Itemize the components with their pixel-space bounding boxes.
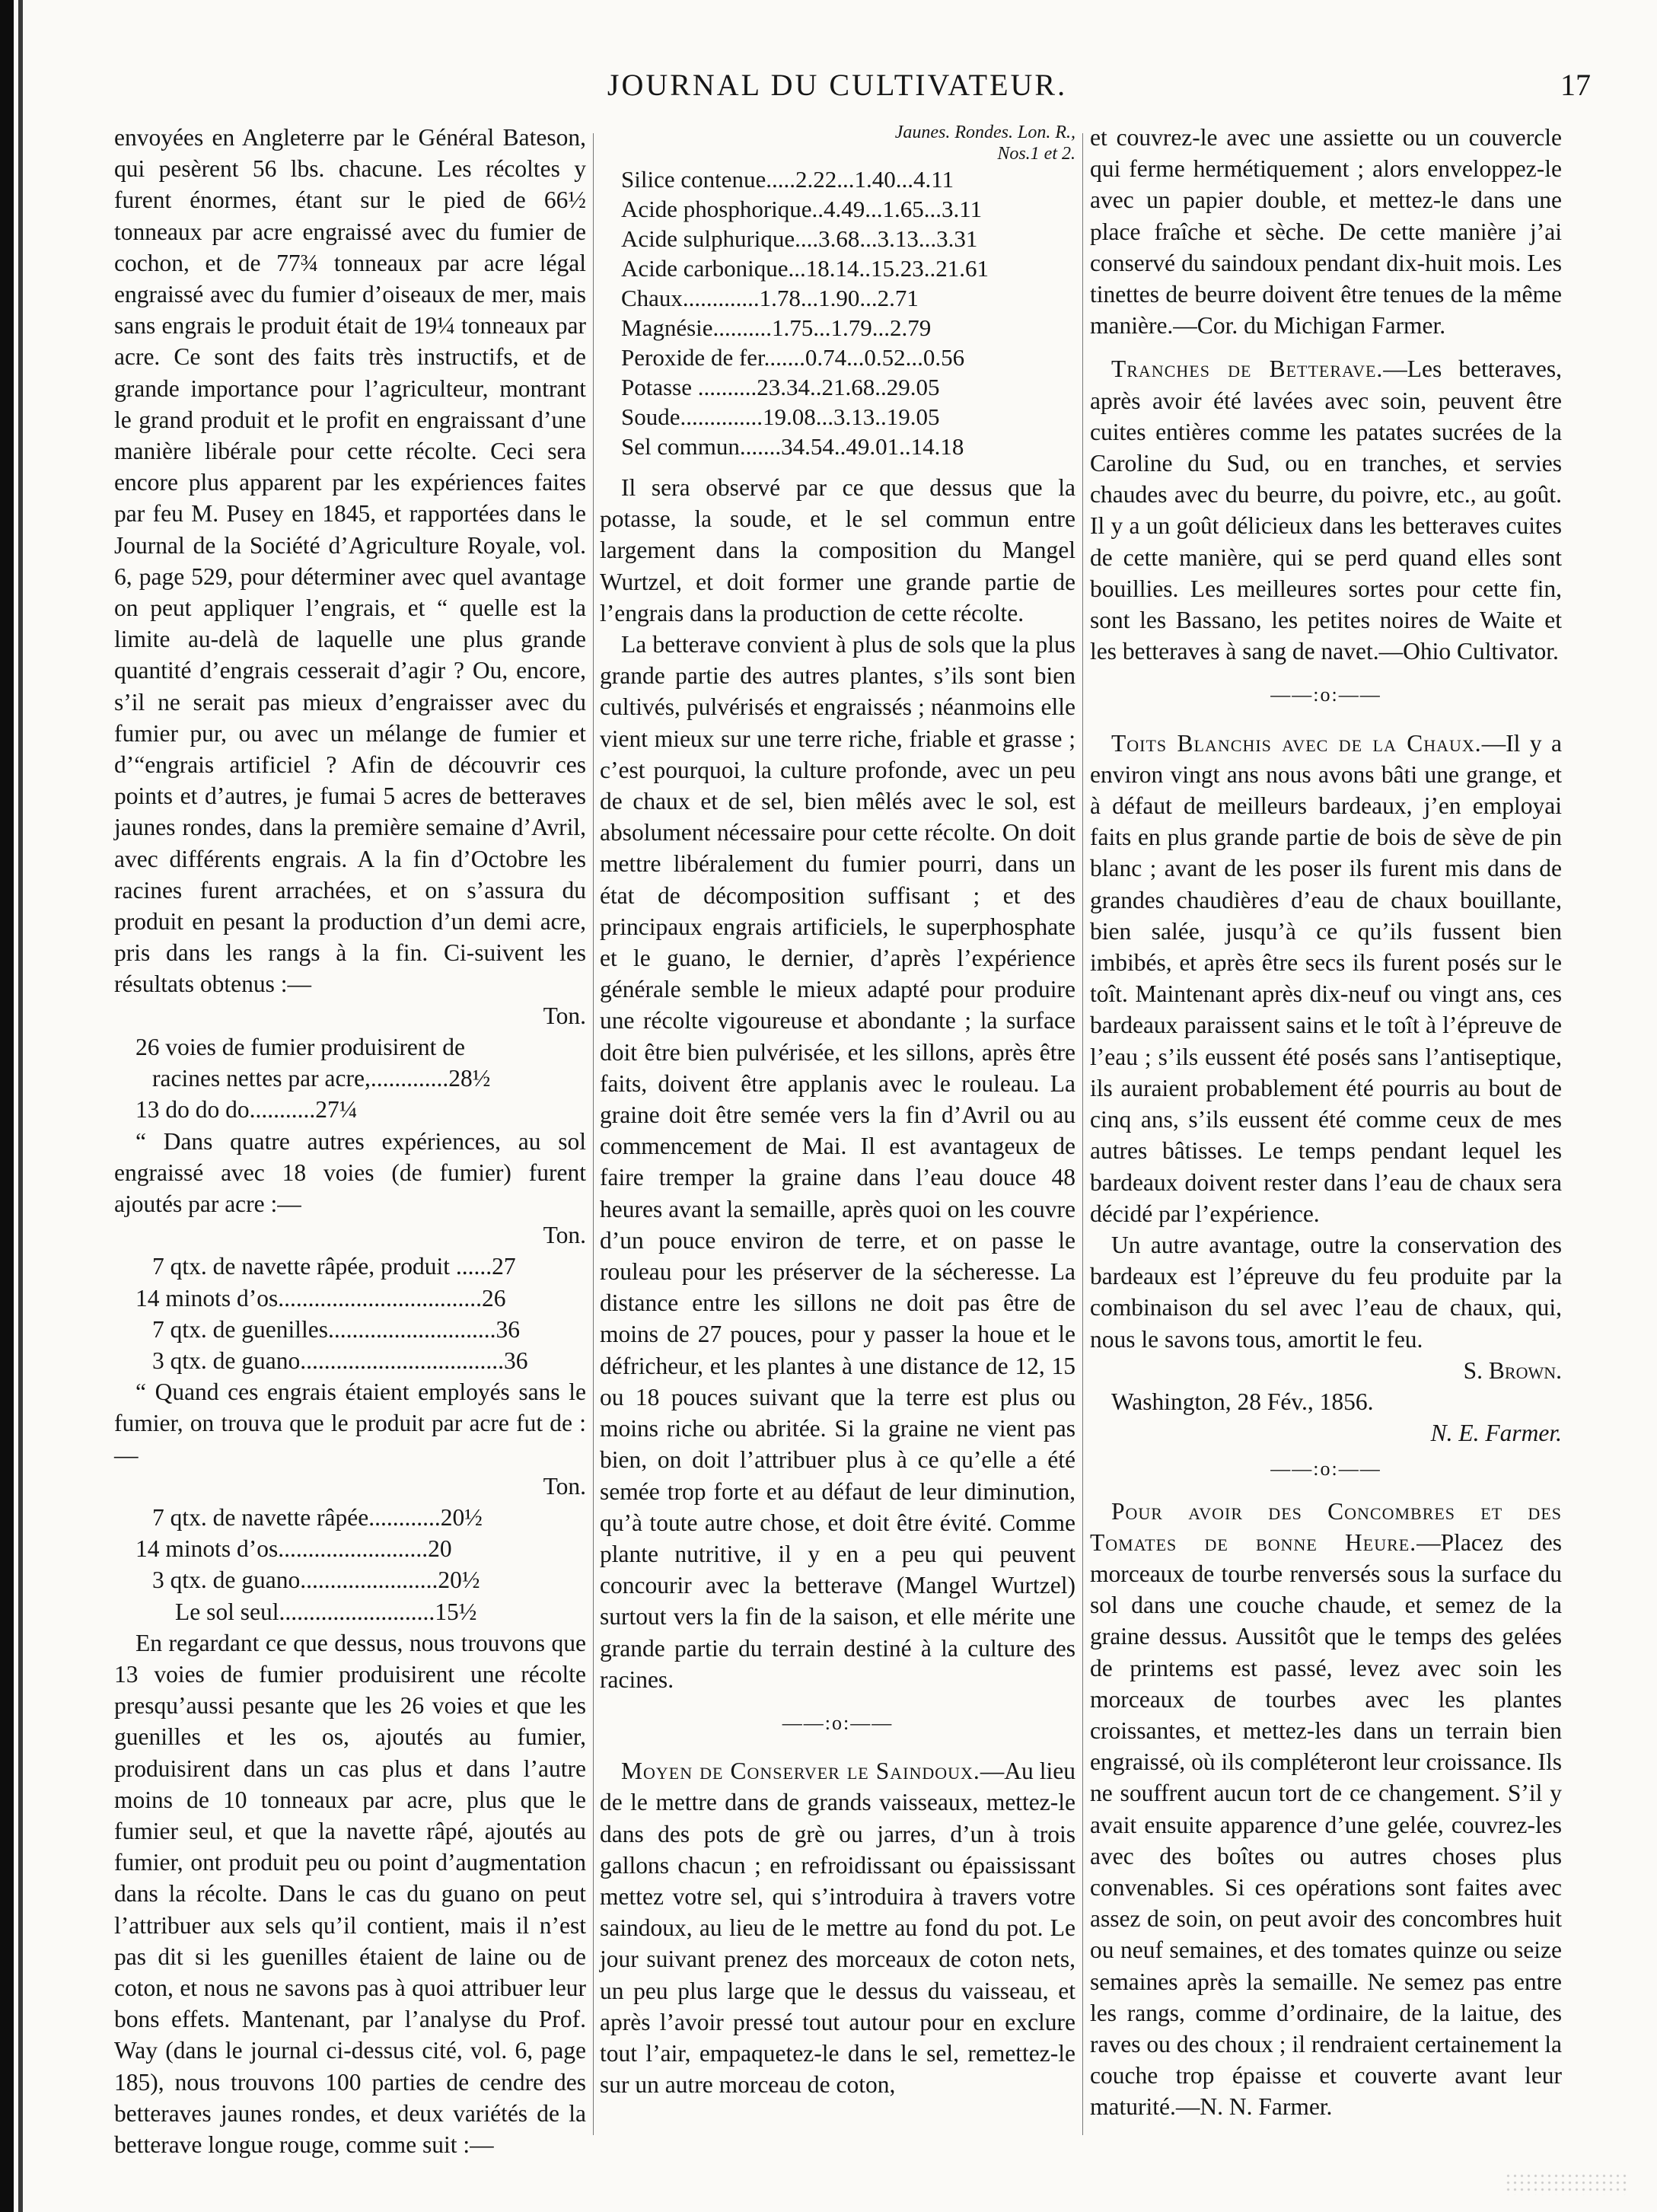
column-1 [114, 122, 586, 2160]
col2-paragraph-1: Il sera observé par ce que dessus que la potasse, la soude, et le sel commun entre largement dans la composition du Mangel Wurtzel, et doit former une grande partie de l’engrais dans la production de cette récolte. [600, 474, 1075, 626]
journal-title: JOURNAL DU CULTIVATEUR. [607, 68, 1068, 102]
column-3 [1090, 122, 1562, 2123]
dateline: Washington, 28 Fév., 1856. [1111, 1388, 1374, 1415]
col1-paragraph-3: “ Quand ces engrais étaient employés sans le fumier, on trouva que le produit par acre fut de :— [114, 1379, 586, 1468]
ton-label-3: Ton. [543, 1472, 586, 1500]
list1-item: 3 qtx. de guano..................................36 [152, 1347, 528, 1374]
table-row: Silice contenue.....2.22...1.40...4.11 [621, 166, 954, 193]
running-header [84, 67, 1591, 113]
col3-article-betterave [1090, 353, 1562, 667]
table-row: Acide sulphurique....3.68...3.13...3.31 [621, 225, 978, 252]
article-heading-toits: Toits Blanchis avec de la Chaux. [1111, 729, 1482, 757]
paper-speckle [1505, 2172, 1627, 2195]
col3-paragraph-avantage: Un autre avantage, outre la conservation des bardeaux est l’épreuve du feu produite par la combinaison du sel avec l’eau de chaux, qui, nous le savons tous, amortit le feu. [1090, 1231, 1562, 1353]
result-line-1a: 26 voies de fumier produisirent de [135, 1033, 466, 1060]
table-row: Magnésie..........1.75...1.79...2.79 [621, 314, 932, 341]
ton-label-1: Ton. [543, 1002, 586, 1029]
table-header-sub: Nos.1 et 2. [997, 144, 1075, 164]
source-credit: N. E. Farmer. [1430, 1420, 1562, 1447]
list2-item: 14 minots d’os.........................20 [135, 1535, 452, 1563]
table-row: Acide carbonique...18.14..15.23..21.61 [621, 255, 989, 282]
page-binding-edge [0, 0, 14, 2212]
column-divider [593, 133, 594, 2135]
table-row: Sel commun.......34.54..49.01..14.18 [621, 433, 964, 460]
col3-article-toits [1090, 728, 1562, 1229]
table-row: Potasse ..........23.34..21.68..29.05 [621, 374, 940, 400]
col2-article-paragraph [600, 1755, 1075, 2100]
article-text-betterave: —Les betteraves, après avoir été lavées avec soin, peuvent être cuites entières comme les patates sucrées de la Caroline du Sud, ou en tranches, et servies chaudes avec du beurre, du poivre, etc., au goût. Il y a un goût délicieux dans les betteraves cuites de cette manière, qui se perd quand elles sont bouillies. Les meilleures sortes pour cette fin, sont les Bassano, les petites noires de Waite et les betteraves à sang de navet.—Ohio Cultivator. [1090, 355, 1562, 665]
article-heading-saindoux: Moyen de Conserver le Saindoux. [621, 1758, 980, 1785]
table-row: Chaux.............1.78...1.90...2.71 [621, 285, 919, 311]
section-separator: ——:o:—— [782, 1711, 894, 1734]
result-line-2: 13 do do do...........27¼ [135, 1096, 358, 1124]
list1-item: 7 qtx. de guenilles............................36 [152, 1315, 520, 1343]
page-binding-shadow [18, 0, 23, 2212]
column-divider [1082, 133, 1083, 2135]
col3-article-concombres [1090, 1496, 1562, 2123]
column-2 [600, 122, 1075, 2100]
article-text-toits: —Il y a environ vingt ans nous avons bâti une grange, et à défaut de meilleurs bardeaux, j’en employai faits en plus grande partie de bois de sève de pin blanc ; avant de les poser ils furent mis dans de grandes chaudières d’eau de chaux bouillante, bien salée, jusqu’à ce qu’ils fussent bien imbibés, et après être secs ils furent posés sur le toît. Maintenant après dix-neuf ou vingt ans, ces bardeaux paraissent sains et le toît à l’épreuve de l’eau ; s’ils eussent été posés sans l’antiseptique, ils auraient probablement été pourris au bout de cinq ans, s’ils eussent été comme ceux de mes autres bâtisses. Le temps pendant lequel les bardeaux doivent rester dans l’eau de chaux sera décidé par l’expérience. [1090, 729, 1562, 1227]
signature: S. Brown. [1463, 1356, 1562, 1384]
section-separator: ——:o:—— [1270, 1458, 1381, 1481]
col1-paragraph-4: En regardant ce que dessus, nous trouvons que 13 voies de fumier produisirent une récolte presqu’aussi pesante que les 26 voies et que les guenilles et les os, ajoutés au fumier, produisirent dans un cas plus et dans l’autre moins de 10 tonneaux par acre, plus que le fumier seul, et que la navette râpé, ajoutés au fumier, ont produit peu ou point d’augmentation dans la récolte. Dans le cas du guano on peut l’attribuer aux sels qu’il contient, mais il n’est pas dit si les guenilles étaient de laine ou de coton, et nous ne savons pas à quoi attribuer leur bons effets. Mantenant, par l’analyse du Prof. Way (dans le journal ci-dessus cité, vol. 6, page 185), nous trouvons 100 parties de cendre des betteraves jaunes rondes, et deux variétés de la betterave longue rouge, comme suit :— [114, 1629, 586, 2158]
col1-paragraph-1: envoyées en Angleterre par le Général Bateson, qui pesèrent 56 lbs. chacune. Les récoltes y furent énormes, étant sur le pied de 66½ tonneaux par acre engraissé avec du fumier de cochon, et de 77¾ tonneaux par acre légal engraissé avec du fumier d’oiseaux de mer, mais sans engrais le produit était de 19¼ tonneaux par acre. Ce sont des faits très instructifs, et de grande importance pour l’agriculteur, montrant le grand produit et le profit en engraissant d’une manière libérale pour cette récolte. Ceci sera encore plus apparent par les expériences faites par feu M. Pusey en 1845, et rapportées dans le Journal de la Société d’Agriculture Royale, vol. 6, page 529, pour déterminer avec quel avantage on peut appliquer l’engrais, et “ quelle est la limite au-delà de laquelle une plus grande quantité d’engrais cesserait d’agir ? Ou, encore, s’il ne serait pas mieux d’engraisser avec du fumier pur, ou avec un mélange de fumier et d’“engrais artificiel ? Afin de découvrir ces points et d’autres, je fumai 5 acres de betteraves jaunes rondes, dans la première semaine d’Avril, avec différents engrais. A la fin d’Octobre les racines furent arrachées, et on s’assura du produit en pesant la production d’un demi acre, pris dans les rangs à la fin. Ci-suivent les résultats obtenus :— [114, 124, 586, 998]
list2-item: 3 qtx. de guano.......................20½ [152, 1567, 480, 1594]
result-line-1b: racines nettes par acre,.............28½ [152, 1065, 491, 1092]
article-heading-concombres: Pour avoir des Concombres et des Tomates de bonne Heure. [1090, 1497, 1562, 1556]
section-separator: ——:o:—— [1270, 684, 1381, 706]
article-text-saindoux: —Au lieu de le mettre dans de grands vaisseaux, mettez-le dans des pots de grè ou jarres, d’un à trois gallons chacun ; en refroidissant ou épaississant mettez votre sel, qui s’introduira à travers votre saindoux, au lieu de le mettre au fond du pot. Le jour suivant prenez des morceaux de coton nets, un peu plus large que le dessus du vaisseau, et après l’avoir pressé tout autour pour en exclure tout l’air, empaquetez-le dans le sel, remettez-le sur un autre morceau de coton, [600, 1758, 1076, 2099]
list2-item: 7 qtx. de navette râpée............20½ [152, 1503, 483, 1531]
ton-label-2: Ton. [543, 1222, 586, 1249]
table-row: Peroxide de fer.......0.74...0.52...0.56 [621, 344, 965, 371]
list1-item: 14 minots d’os..................................26 [135, 1284, 506, 1312]
col2-paragraph-2: La betterave convient à plus de sols que la plus grande partie des autres plantes, s’ils sont bien cultivés, pulvérisés et engraissés ; néanmoins elle vient mieux sur une terre riche, friable et grasse ; c’est pourquoi, la culture profonde, avec un peu de chaux et de sel, bien mêlés avec le sol, est absolument nécessaire pour cette récolte. On doit mettre libéralement du fumier pourri, dans un état de décomposition suffisant ; et des principaux engrais artificiels, le superphosphate et le guano, le dernier, d’après l’expérience générale semble le mieux adapté pour produire une récolte vigoureuse et abondante ; la surface doit être bien pulvérisée, et les sillons, après être faits, doivent être applanis avec le rouleau. La graine doit être semée vers la fin d’Avril ou au commencement de Mai. Il est avantageux de faire tremper la graine dans l’eau douce 48 heures avant la semaille, après quoi on les couvre d’un pouce environ de terre, et on passe le rouleau pour les préserver de la sécheresse. La distance entre les sillons ne doit pas être de moins de 27 pouces, pour y passer la houe et le défricheur, et les plantes à une distance de 12, 15 ou 18 pouces suivant que la terre est plus ou moins riche ou abritée. Si la graine ne vient pas bien, on doit l’attribuer plus à ce qu’elle a été semée trop forte et au défaut de leur diminution, qu’à toute autre chose, et doit être évité. Comme plante nutritive, il y en a peu qui peuvent concourir avec la betterave (Mangel Wurtzel) surtout vers la fin de la saison, et elle mérite une grande partie du terrain destiné à la culture des racines. [600, 631, 1075, 1693]
article-heading-betterave: Tranches de Betterave. [1111, 355, 1384, 383]
col3-paragraph-1: et couvrez-le avec une assiette ou un couvercle qui ferme hermétiquement ; alors enveloppez-le avec un papier double, et mettez-le dans une place fraîche et sèche. De cette manière j’ai conservé du saindoux pendant dix-huit mois. Les tinettes de beurre doivent être tenues de la même manière.—Cor. du Michigan Farmer. [1090, 124, 1562, 339]
table-row: Acide phosphorique..4.49...1.65...3.11 [621, 196, 983, 222]
list1-item: 7 qtx. de navette râpée, produit ......27 [152, 1253, 516, 1280]
list2-item: Le sol seul..........................15½ [175, 1598, 477, 1625]
article-text-concombres: —Placez des morceaux de tourbe renversés sous la surface du sol dans une couche chaude, et semez de la graine dessus. Aussitôt que le temps des gelées de printems est passé, levez avec soin les morceaux de tourbes avec les plantes croissantes, et mettez-les dans un terrain bien engraissé, où ils compléteront leur croissance. Ils ne souffrent aucun tort de ce changement. S’il y avait ensuite apparence d’une gelée, couvrez-les avec des boîtes ou autres choses plus convenables. Si ces opérations sont faites avec assez de soin, on peut avoir des concombres huit ou neuf semaines, et des tomates quinze ou seize semaines après la semaille. Ne semez pas entre les rangs, comme d’ordinaire, de la laitue, des raves ou des choux ; il rendraient certainement la couche trop épaisse et couverte avant leur maturité.—N. N. Farmer. [1090, 1528, 1563, 2121]
table-header: Jaunes. Rondes. Lon. R., [894, 123, 1075, 142]
table-row: Soude..............19.08...3.13..19.05 [621, 403, 940, 430]
page-number: 17 [1560, 68, 1591, 102]
col1-paragraph-2: “ Dans quatre autres expériences, au sol engraissé avec 18 voies (de fumier) furent ajoutés par acre :— [114, 1127, 586, 1217]
